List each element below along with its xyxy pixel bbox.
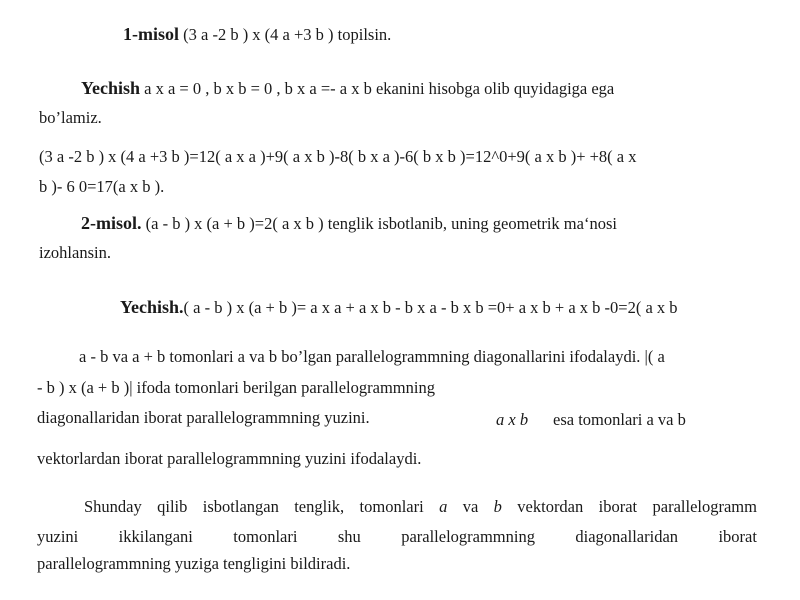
paragraph-2-line-3: parallelogrammning yuziga tengligini bildiradi. xyxy=(37,554,351,573)
paragraph-1-line-1: a - b va a + b tomonlari a va b bo’lgan parallelogrammning diagonallarini ifodalaydi. |( a xyxy=(79,347,665,366)
paragraph-2-word: yuzini xyxy=(37,527,79,546)
paragraph-2-word: diagonallaridan xyxy=(575,527,679,546)
paragraph-2-word: tomonlari xyxy=(359,497,424,516)
paragraph-2-word: va xyxy=(462,497,479,516)
example-1-text: (3 a -2 b ) x (4 a +3 b ) topilsin. xyxy=(179,25,392,44)
paragraph-1-line-2: - b ) x (a + b )| ifoda tomonlari berilgan parallelogrammning xyxy=(37,378,435,397)
solution-2-text: ( a - b ) x (a + b )= a x a + a x b - b x a - b x b =0+ a x b + a x b -0=2( a x b xyxy=(183,298,678,317)
example-2-line-2: izohlansin. xyxy=(39,243,111,262)
paragraph-2-word: isbotlangan xyxy=(202,497,279,516)
solution-1-heading: Yechish xyxy=(81,78,141,98)
paragraph-2-word: Shunday xyxy=(84,497,142,516)
paragraph-2-word: ikkilangani xyxy=(118,527,193,546)
solution-2-line xyxy=(120,297,678,318)
paragraph-1-line-4: vektorlardan iborat parallelogrammning yuzini ifodalaydi. xyxy=(37,449,422,468)
example-2-line-1 xyxy=(81,213,617,234)
paragraph-2-line-1 xyxy=(37,497,757,517)
paragraph-2-word: shu xyxy=(337,527,361,546)
paragraph-1-line-3a: diagonallaridan iborat parallelogrammning yuzini. xyxy=(37,408,370,427)
paragraph-2-word: a xyxy=(439,497,448,516)
solution-1-line-1 xyxy=(81,78,614,99)
solution-1-calc-2: b )- 6 0=17(a x b ). xyxy=(39,177,165,196)
example-2-heading: 2-misol. xyxy=(81,213,142,233)
paragraph-2-word: qilib xyxy=(157,497,188,516)
solution-1-calc-1: (3 a -2 b ) x (4 a +3 b )=12( a x a )+9( a x b )-8( b x a )-6( b x b )=12^0+9( a x b )+ +8( a x xyxy=(39,147,637,166)
paragraph-1-formula: a x b xyxy=(496,410,529,429)
paragraph-2-word: tenglik, xyxy=(294,497,345,516)
paragraph-2-word: tomonlari xyxy=(233,527,298,546)
example-1-heading: 1-misol xyxy=(123,24,179,44)
example-1-line xyxy=(123,24,391,45)
example-2-text-1: (a - b ) x (a + b )=2( a x b ) tenglik isbotlanib, uning geometrik ma‘nosi xyxy=(141,214,617,233)
solution-2-heading: Yechish. xyxy=(120,297,184,317)
paragraph-2-word: parallelogramm xyxy=(652,497,757,516)
paragraph-2-line-2 xyxy=(37,527,757,547)
paragraph-1-line-3c: esa tomonlari a va b xyxy=(553,410,686,429)
paragraph-2-word: iborat xyxy=(598,497,638,516)
paragraph-2-word: vektordan xyxy=(517,497,584,516)
solution-1-line-2: bo’lamiz. xyxy=(39,108,102,127)
solution-1-text-1: a x a = 0 , b x b = 0 , b x a =- a x b ekanini hisobga olib quyidagiga ega xyxy=(140,79,615,98)
paragraph-2-word: iborat xyxy=(718,527,757,546)
paragraph-2-word: parallelogrammning xyxy=(401,527,535,546)
paragraph-2-word: b xyxy=(493,497,502,516)
